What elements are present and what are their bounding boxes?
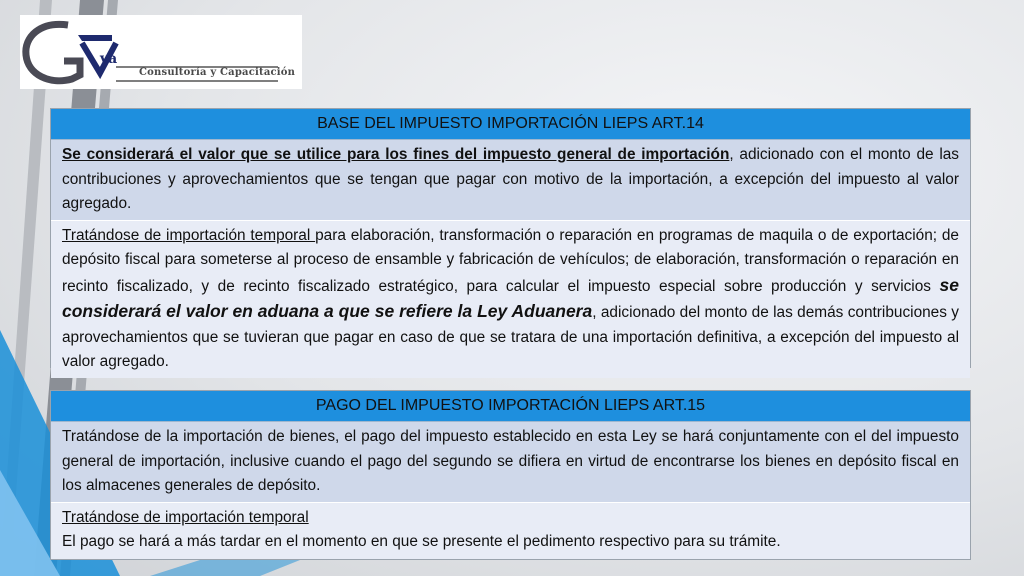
base-impuesto-panel: [50, 108, 971, 368]
logo-mark: va: [100, 51, 118, 67]
section1-p2-end: , adicionado del monto de las demás contribuciones y aprovechamientos que se tuvieran que pagar en caso de que se tratara de una importación definitiva, a excepción del impuesto al valor agregado.: [62, 304, 959, 370]
section1-p1-emphasis: Se considerará el valor que se utilice para los fines del impuesto general de importación: [62, 146, 730, 163]
section2-paragraph-1: Tratándose de la importación de bienes, el pago del impuesto establecido en esta Ley se hará conjuntamente con el del impuesto general de importación, inclusive cuando el pago del segundo se difiera en virtud de encontrarse los bienes en depósito fiscal en los almacenes generales de depósito.: [51, 422, 970, 502]
section1-title: BASE DEL IMPUESTO IMPORTACIÓN LIEPS ART.14: [51, 109, 970, 140]
section1-p2-underline: Tratándose de importación temporal: [62, 226, 316, 244]
section2-paragraph-2: [51, 502, 970, 558]
section1-p2-emphasis: se considerará el valor en aduana a que se refiere la Ley Aduanera: [62, 274, 959, 321]
section1-paragraph-2: [51, 220, 970, 378]
logo-tagline: Consultoría y Capacitación: [139, 67, 296, 78]
section1-p2-text: para elaboración, transformación o reparación en programas de maquila o de exportación; de depósito fiscal para someterse al proceso de ensamble y fabricación de vehículos; de elaboración, transformación o reparación en recinto fiscalizado, y de recinto fiscalizado estratégico, para calcular el impuesto especial sobre producción y servicios: [62, 226, 959, 295]
company-logo: [20, 15, 302, 89]
section2-p2-heading: Tratándose de importación temporal: [62, 508, 309, 526]
section1-paragraph-1: [51, 140, 970, 220]
section2-p2-text: El pago se hará a más tardar en el momento en que se presente el pedimento respectivo para su trámite.: [62, 533, 781, 550]
pago-impuesto-panel: [50, 390, 971, 560]
section1-p1-text: , adicionado con el monto de las contribuciones y aprovechamientos que se tengan que pagar con motivo de la importación, a excepción del impuesto al valor agregado.: [62, 146, 959, 212]
section2-title: PAGO DEL IMPUESTO IMPORTACIÓN LIEPS ART.15: [51, 391, 970, 422]
